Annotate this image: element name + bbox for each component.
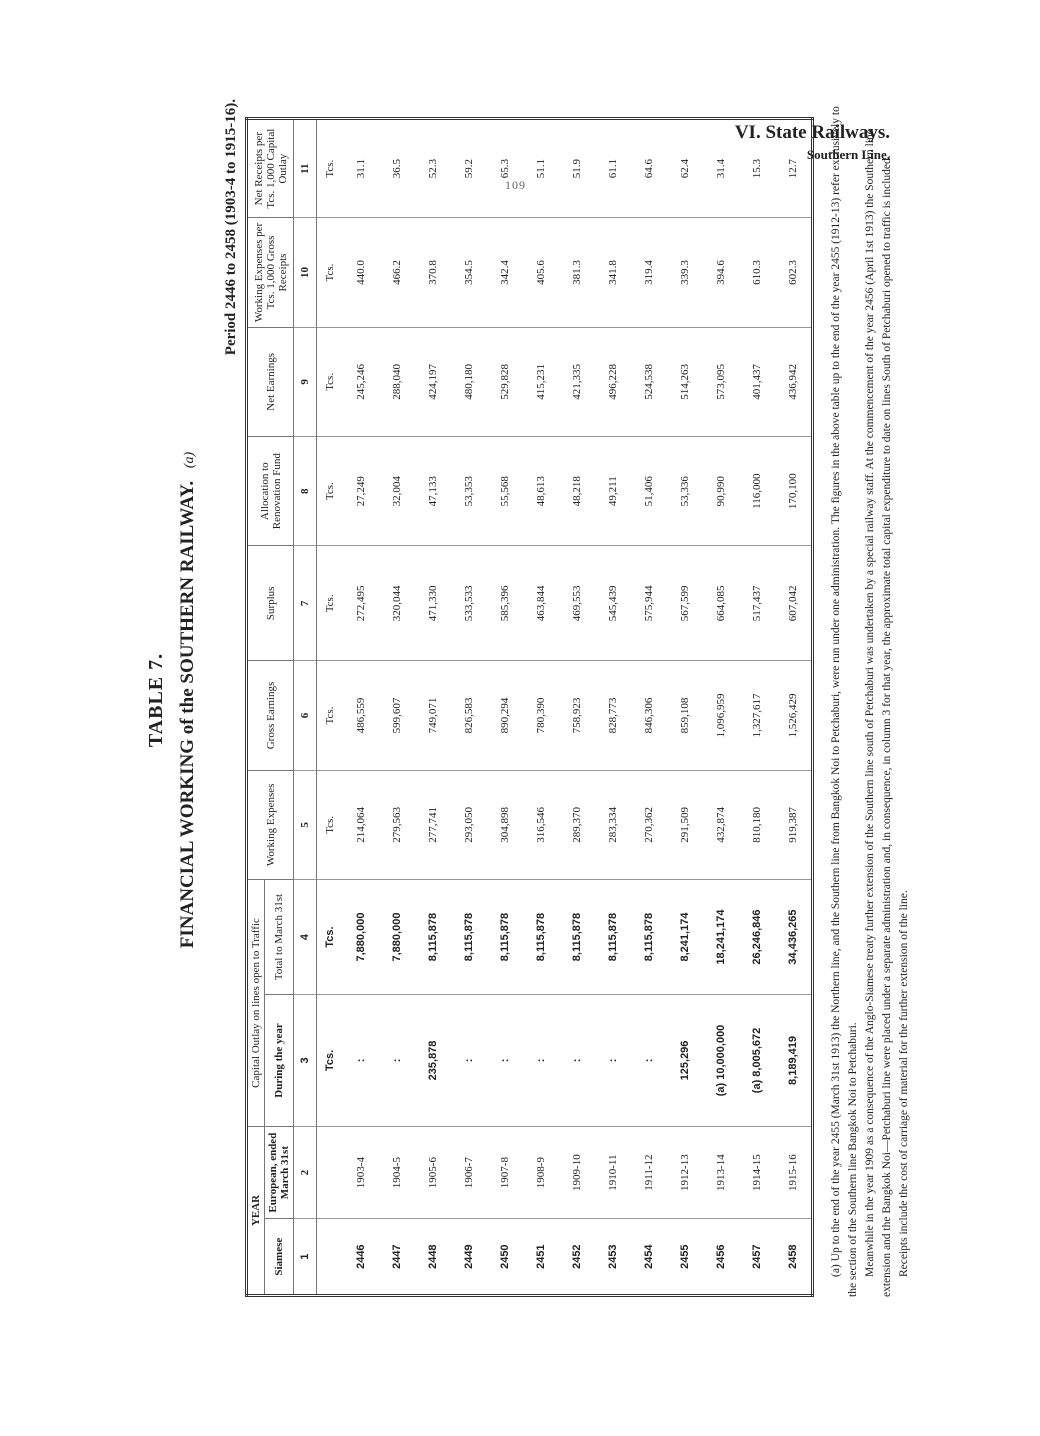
table-cell: 602.3 — [775, 218, 813, 327]
table-cell: 15.3 — [739, 119, 775, 218]
footnote-c: Receipts include the cost of carriage of material for the further extension of the line. — [898, 890, 910, 1277]
table-cell — [317, 1126, 344, 1218]
table-cell: 1,096,959 — [703, 661, 739, 770]
table-cell: 1913-14 — [703, 1126, 739, 1218]
table-cell: Tcs. — [317, 327, 344, 436]
table-cell: 828,773 — [595, 661, 631, 770]
table-cell: Tcs. — [317, 218, 344, 327]
table-cell: 12.7 — [775, 119, 813, 218]
table-cell: 8,115,878 — [451, 880, 487, 995]
table-cell: 2455 — [667, 1219, 703, 1296]
section-subtitle: Southern Line. — [806, 147, 890, 162]
table-cell: 61.1 — [595, 119, 631, 218]
table-cell: 53,336 — [667, 437, 703, 546]
table-cell: 780,390 — [523, 661, 559, 770]
table-cell: 8,115,878 — [631, 880, 667, 995]
table-row — [343, 119, 379, 1296]
table-cell: 432,874 — [703, 770, 739, 879]
table-cell: 11 — [294, 119, 317, 218]
table-cell: 2451 — [523, 1219, 559, 1296]
table-cell: 7,880,000 — [379, 880, 415, 995]
table-cell: 919,387 — [775, 770, 813, 879]
footnotes — [828, 103, 913, 1297]
table-cell: 53,353 — [451, 437, 487, 546]
table-cell: 7,880,000 — [343, 880, 379, 995]
table-cell: 289,370 — [559, 770, 595, 879]
table-cell: 607,042 — [775, 546, 813, 661]
table-cell: 529,828 — [487, 327, 523, 436]
table-cell: 235,878 — [415, 995, 451, 1127]
table-cell: 394.6 — [703, 218, 739, 327]
table-title: FINANCIAL WORKING of the SOUTHERN RAILWAY. — [177, 480, 198, 949]
table-cell: 480,180 — [451, 327, 487, 436]
table-cell: 270,362 — [631, 770, 667, 879]
table-cell: 283,334 — [595, 770, 631, 879]
table-row — [595, 119, 631, 1296]
table-cell: 471,330 — [415, 546, 451, 661]
table-cell: 1905-6 — [415, 1126, 451, 1218]
table-cell: 8 — [294, 437, 317, 546]
table-row — [631, 119, 667, 1296]
table-cell: 405.6 — [523, 218, 559, 327]
table-cell: 291,509 — [667, 770, 703, 879]
table-cell: 341.8 — [595, 218, 631, 327]
table-row — [667, 119, 703, 1296]
table-cell: 1909-10 — [559, 1126, 595, 1218]
header-allocation: Allocation to Renovation Fund — [247, 437, 294, 546]
table-cell: 316,546 — [523, 770, 559, 879]
table-period: Period 2446 to 2458 (1903-4 to 1915-16). — [223, 99, 239, 356]
footnote-a: (a) Up to the end of the year 2455 (March 31st 1913) the Northern line, and the Southern line from Bangkok Noi to Petchaburi, were run under one administration. The figures in the above table up to the end of the year 2455 (1912-13) refer exclusively to the section of the Southern line Bangkok Noi to Petchaburi. — [830, 106, 859, 1297]
table-cell: 65.3 — [487, 119, 523, 218]
column-number-row — [294, 119, 317, 1296]
table-cell: 2456 — [703, 1219, 739, 1296]
table-label: TABLE 7. — [145, 652, 167, 748]
table-cell: 8,241,174 — [667, 880, 703, 995]
table-cell: 62.4 — [667, 119, 703, 218]
table-cell: : — [523, 995, 559, 1127]
table-cell: 1,327,617 — [739, 661, 775, 770]
table-cell: 463,844 — [523, 546, 559, 661]
table-cell: 440.0 — [343, 218, 379, 327]
table-cell: 2 — [294, 1126, 317, 1218]
table-cell: 758,923 — [559, 661, 595, 770]
table-cell: 575,944 — [631, 546, 667, 661]
table-cell: : — [343, 995, 379, 1127]
table-cell: 5 — [294, 770, 317, 879]
table-cell: 1912-13 — [667, 1126, 703, 1218]
table-cell: 8,115,878 — [523, 880, 559, 995]
table-cell: 51.9 — [559, 119, 595, 218]
table-cell: 381.3 — [559, 218, 595, 327]
table-cell: 59.2 — [451, 119, 487, 218]
table-cell: 2447 — [379, 1219, 415, 1296]
table-cell: 810,180 — [739, 770, 775, 879]
table-cell: 1914-15 — [739, 1126, 775, 1218]
table-cell: : — [595, 995, 631, 1127]
header-during: During the year — [265, 995, 294, 1127]
table-row — [415, 119, 451, 1296]
table-cell: 342.4 — [487, 218, 523, 327]
table-cell: 48,613 — [523, 437, 559, 546]
table-cell: : — [487, 995, 523, 1127]
table-cell: 31.1 — [343, 119, 379, 218]
table-cell: 2454 — [631, 1219, 667, 1296]
table-cell: Tcs. — [317, 770, 344, 879]
table-cell: 1908-9 — [523, 1126, 559, 1218]
table-cell: 599,607 — [379, 661, 415, 770]
header-surplus: Surplus — [247, 546, 294, 661]
table-body — [294, 119, 813, 1296]
table-cell: 48,218 — [559, 437, 595, 546]
table-cell: 486,559 — [343, 661, 379, 770]
table-cell: Tcs. — [317, 437, 344, 546]
table-cell: 610.3 — [739, 218, 775, 327]
header-working: Working Expenses — [247, 770, 294, 879]
table-cell: 2457 — [739, 1219, 775, 1296]
table-cell: 293,050 — [451, 770, 487, 879]
table-cell: 2446 — [343, 1219, 379, 1296]
financial-table — [245, 117, 814, 1297]
table-cell: 1911-12 — [631, 1126, 667, 1218]
table-cell: 36.5 — [379, 119, 415, 218]
table-cell: Tcs. — [317, 546, 344, 661]
table-cell: 288,040 — [379, 327, 415, 436]
table-cell: 4 — [294, 880, 317, 995]
table-row — [559, 119, 595, 1296]
header-nr-per: Net Receipts per Tcs. 1,000 Capital Outlay — [247, 119, 294, 218]
header-net: Net Earnings — [247, 327, 294, 436]
table-cell: 354.5 — [451, 218, 487, 327]
table-cell: 524,538 — [631, 327, 667, 436]
table-cell: : — [379, 995, 415, 1127]
table-row — [775, 119, 813, 1296]
header-gross: Gross Earnings — [247, 661, 294, 770]
table-cell: 32,004 — [379, 437, 415, 546]
table-cell: 859,108 — [667, 661, 703, 770]
table-cell: 8,115,878 — [595, 880, 631, 995]
header-year: YEAR — [247, 1126, 265, 1295]
table-cell: 890,294 — [487, 661, 523, 770]
table-cell: 8,189,419 — [775, 995, 813, 1127]
table-cell: : — [451, 995, 487, 1127]
table-cell: Tcs. — [317, 119, 344, 218]
table-cell: 545,439 — [595, 546, 631, 661]
table-cell: (a) 8,005,672 — [739, 995, 775, 1127]
table-cell: 567,599 — [667, 546, 703, 661]
table-cell: 116,000 — [739, 437, 775, 546]
table-cell: 18,241,174 — [703, 880, 739, 995]
table-cell: 2458 — [775, 1219, 813, 1296]
table-cell: 514,263 — [667, 327, 703, 436]
table-cell: 1906-7 — [451, 1126, 487, 1218]
table-cell: 2450 — [487, 1219, 523, 1296]
table-cell: 125,296 — [667, 995, 703, 1127]
table-cell: 31.4 — [703, 119, 739, 218]
header-european: European, ended March 31st — [265, 1126, 294, 1218]
table-cell: 26,246,846 — [739, 880, 775, 995]
table-cell: 496,228 — [595, 327, 631, 436]
table-cell: 466.2 — [379, 218, 415, 327]
table-cell: 319.4 — [631, 218, 667, 327]
table-cell: 9 — [294, 327, 317, 436]
table-cell: Tcs. — [317, 880, 344, 995]
rotated-table-page — [145, 95, 910, 1305]
table-cell: 436,942 — [775, 327, 813, 436]
table-cell: 421,335 — [559, 327, 595, 436]
table-row — [703, 119, 739, 1296]
table-cell: 304,898 — [487, 770, 523, 879]
table-cell: 1910-11 — [595, 1126, 631, 1218]
table-cell — [317, 1219, 344, 1296]
table-row — [739, 119, 775, 1296]
table-cell: 2448 — [415, 1219, 451, 1296]
header-capital: Capital Outlay on lines open to Traffic — [247, 880, 265, 1127]
table-cell: 214,064 — [343, 770, 379, 879]
table-cell: Tcs. — [317, 995, 344, 1127]
table-cell: 1903-4 — [343, 1126, 379, 1218]
table-cell: 90,990 — [703, 437, 739, 546]
table-cell: 664,085 — [703, 546, 739, 661]
table-cell: 2453 — [595, 1219, 631, 1296]
header-total: Total to March 31st — [265, 880, 294, 995]
table-title-note: (a) — [182, 451, 197, 469]
table-cell: 170,100 — [775, 437, 813, 546]
table-cell: 573,095 — [703, 327, 739, 436]
table-cell: (a) 10,000,000 — [703, 995, 739, 1127]
header-we-per: Working Expenses per Tcs. 1,000 Gross Receipts — [247, 218, 294, 327]
table-cell: 826,583 — [451, 661, 487, 770]
section-title: VI. State Railways. — [734, 122, 890, 143]
table-row — [379, 119, 415, 1296]
table-cell: 51.1 — [523, 119, 559, 218]
table-cell: 320,044 — [379, 546, 415, 661]
table-cell: 245,246 — [343, 327, 379, 436]
table-cell: 52.3 — [415, 119, 451, 218]
table-cell: 1,526,429 — [775, 661, 813, 770]
table-cell: 1907-8 — [487, 1126, 523, 1218]
table-cell: 2452 — [559, 1219, 595, 1296]
table-cell: 1 — [294, 1219, 317, 1296]
table-cell: 401,437 — [739, 327, 775, 436]
table-row — [487, 119, 523, 1296]
table-cell: 8,115,878 — [487, 880, 523, 995]
table-cell: 272,495 — [343, 546, 379, 661]
table-cell: 8,115,878 — [415, 880, 451, 995]
table-cell: 55,568 — [487, 437, 523, 546]
table-cell: 7 — [294, 546, 317, 661]
table-cell: 533,533 — [451, 546, 487, 661]
unit-row — [317, 119, 344, 1296]
table-row — [451, 119, 487, 1296]
table-cell: 3 — [294, 995, 317, 1127]
table-cell: 6 — [294, 661, 317, 770]
table-cell: 27,249 — [343, 437, 379, 546]
table-cell: 277,741 — [415, 770, 451, 879]
page-number: 109 — [505, 178, 526, 192]
table-cell: 49,211 — [595, 437, 631, 546]
footnote-b: Meanwhile in the year 1909 as a consequence of the Anglo-Siamese treaty further extension of the Southern line south of Petchaburi was undertaken by a special railway staff. At the commencement of the year 2456 (April 1st 1913) the Southern line extension and the Bangkok Noi—Petchaburi line were placed under a separate administration and, in consequence, in column 3 for that year, the approximate total capital expenditure to date on lines South of Petchaburi opened to traffic is included. — [864, 129, 893, 1297]
table-cell: 339.3 — [667, 218, 703, 327]
table-cell: 469,553 — [559, 546, 595, 661]
table-cell: 34,436,265 — [775, 880, 813, 995]
table-cell: 1904-5 — [379, 1126, 415, 1218]
table-cell: 415,231 — [523, 327, 559, 436]
table-cell: : — [559, 995, 595, 1127]
table-cell: 585,396 — [487, 546, 523, 661]
table-cell: 47,133 — [415, 437, 451, 546]
table-cell: 517,437 — [739, 546, 775, 661]
table-cell: 2449 — [451, 1219, 487, 1296]
header-siamese: Siamese — [265, 1219, 294, 1296]
table-cell: 424,197 — [415, 327, 451, 436]
table-row — [523, 119, 559, 1296]
table-cell: 846,306 — [631, 661, 667, 770]
table-cell: 749,071 — [415, 661, 451, 770]
table-cell: 64.6 — [631, 119, 667, 218]
table-title-line — [173, 95, 223, 1305]
table-cell: 8,115,878 — [559, 880, 595, 995]
table-cell: 370.8 — [415, 218, 451, 327]
table-cell: : — [631, 995, 667, 1127]
table-cell: Tcs. — [317, 661, 344, 770]
table-cell: 51,406 — [631, 437, 667, 546]
table-cell: 279,563 — [379, 770, 415, 879]
table-cell: 1915-16 — [775, 1126, 813, 1218]
table-cell: 10 — [294, 218, 317, 327]
